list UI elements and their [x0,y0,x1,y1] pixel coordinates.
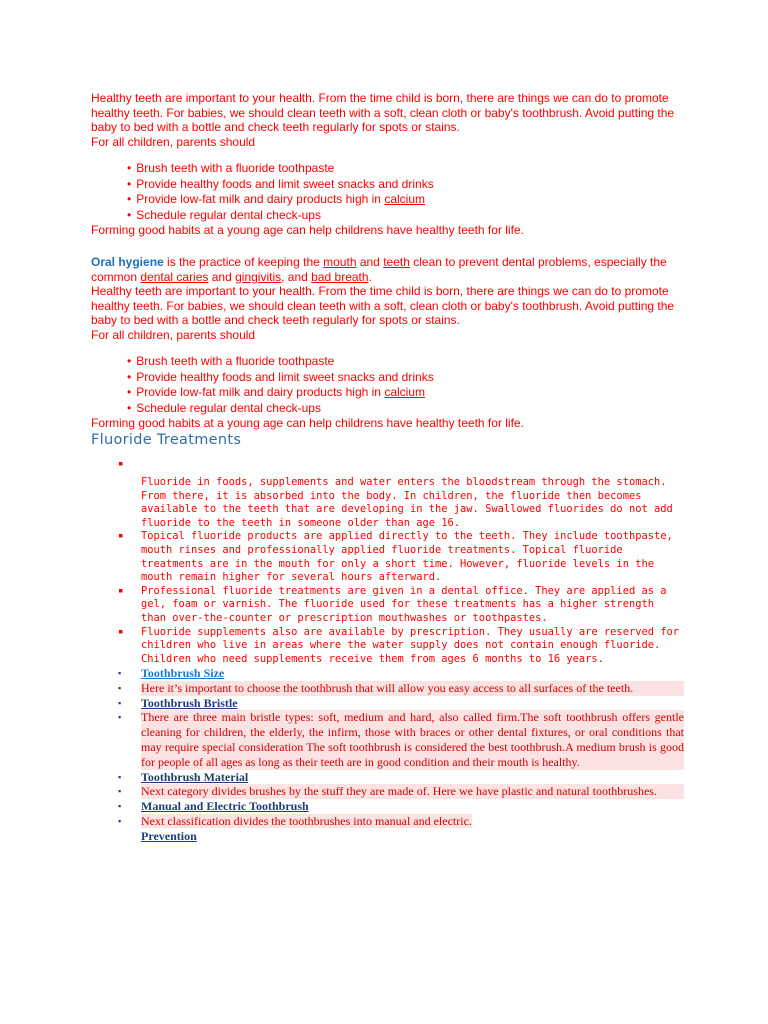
calcium-link[interactable]: calcium [384,192,426,206]
list-item [118,799,684,814]
list-item: ▪ Next classification divides the toothbrushes into manual and electric. [118,813,472,828]
intro-bullet-list [91,354,691,416]
prevention-link[interactable]: Prevention [141,828,197,843]
list-item: • Schedule regular dental check-ups [127,208,691,224]
manual-electric-link[interactable]: Manual and Electric Toothbrush [141,799,309,814]
list-item [118,696,684,711]
list-item [118,666,684,681]
dental-caries-link[interactable]: dental caries [140,269,209,284]
toothbrush-material-link[interactable]: Toothbrush Material [141,769,249,784]
list-item: ▪ Topical fluoride products are applied directly to the teeth. They include toothpaste, mouth rinses and professionally applied fluoride treatments. Topical fluoride treatments are in the mouth for only a short time. However, fluoride levels in the mouth remain higher for several hours afterward. [118,530,673,584]
intro-section-1 [91,91,691,238]
bullet-icon: ▪ [118,668,122,678]
bullet-icon: ▪ [118,771,122,782]
list-item: Fluoride in foods, supplements and water enters the bloodstream through the stomach. From there, it is absorbed into the body. In children, the fluoride then becomes available to the teeth that are developing in the jaw. Swallowed fluorides do not add fluoride to the teeth in someone older than age 16. [141,476,673,529]
oral-hygiene-paragraph: Oral hygiene is the practice of keeping the mouth and teeth clean to prevent dental problems, especially the common dental caries and gingivitis, and bad breath. [91,255,667,284]
mouth-link[interactable]: mouth [323,255,357,269]
toothbrush-list [118,666,684,844]
intro-paragraph: Healthy teeth are important to your health. From the time child is born, there are things we can do to promote healthy teeth. For babies, we should clean teeth with a soft, clean cloth or baby's toothbrush. Avoid putting the baby to bed with a bottle and check teeth regularly for spots or stains. [91,91,675,134]
bullet-icon: ▪ [118,786,122,797]
bullet-icon: ▪ [118,712,122,723]
oral-hygiene-term: Oral hygiene [91,255,164,269]
gingivitis-link[interactable]: gingivitis [235,269,282,284]
intro-for-all: For all children, parents should [91,327,256,342]
list-item: ▪ Next category divides brushes by the stuff they are made of. Here we have plastic and natural toothbrushes. [118,784,684,799]
bullet-icon: ▪ [118,815,122,826]
bullet-icon: ▪ [118,585,124,596]
toothbrush-size-link[interactable]: Toothbrush Size [141,666,225,680]
bullet-icon: ▪ [118,626,124,637]
bullet-icon: ▪ [118,531,124,542]
list-item: • Provide healthy foods and limit sweet snacks and drinks [127,177,691,193]
list-item: • Provide low-fat milk and dairy products high in calcium [127,385,691,401]
list-item [118,829,684,844]
calcium-link[interactable]: calcium [384,385,426,399]
intro-for-all: For all children, parents should [91,134,256,149]
bullet-icon: ▪ [118,801,122,812]
list-item: • Provide healthy foods and limit sweet snacks and drinks [127,370,691,386]
teeth-link[interactable]: teeth [383,255,410,269]
list-item: ▪ Here it’s important to choose the toothbrush that will allow you easy access to all surfaces of the teeth. [118,681,684,696]
intro-closing: Forming good habits at a young age can help childrens have healthy teeth for life. [91,223,524,237]
list-item: ▪ There are three main bristle types: soft, medium and hard, also called firm.The soft toothbrush offers gentle cleaning for children, the elderly, the infirm, those with braces or other dental fixtures, or oral conditions that may require special consideration The soft toothbrush is considered the best toothbrush.A medium brush is good for people of all ages as long as their teeth are in good condition and their mouth is healthy. [118,710,684,769]
list-item: • Schedule regular dental check-ups [127,401,691,417]
intro-bullet-list [91,161,691,223]
list-item: • Brush teeth with a fluoride toothpaste [127,354,691,370]
toothbrush-bristle-link[interactable]: Toothbrush Bristle [141,695,238,710]
intro-paragraph: Healthy teeth are important to your health. From the time child is born, there are things we can do to promote healthy teeth. For babies, we should clean teeth with a soft, clean cloth or baby's toothbrush. Avoid putting the baby to bed with a bottle and check teeth regularly for spots or stains. [91,284,675,327]
intro-section-2 [91,255,691,431]
fluoride-heading: Fluoride Treatments [91,432,242,448]
list-item: ▪ Professional fluoride treatments are given in a dental office. They are applied as a gel, foam or varnish. The fluoride used for these treatments has a higher strength than over-the-counter or prescription mouthwashes or toothpastes. [118,584,667,624]
bad-breath-link[interactable]: bad breath [311,269,369,284]
list-item: ▪ Fluoride supplements also are available by prescription. They usually are reserved for children who live in areas where the water supply does not contain enough fluoride. Children who need supplements receive them from ages 6 months to 16 years. [118,625,679,665]
list-item [118,770,684,785]
list-item: • Provide low-fat milk and dairy products high in calcium [127,192,691,208]
list-item [118,458,684,472]
fluoride-list [118,458,684,666]
list-item: • Brush teeth with a fluoride toothpaste [127,161,691,177]
intro-closing: Forming good habits at a young age can help childrens have healthy teeth for life. [91,416,524,430]
bullet-icon: ▪ [118,697,122,708]
bullet-icon: ▪ [118,682,122,693]
bullet-icon: ▪ [118,459,124,469]
